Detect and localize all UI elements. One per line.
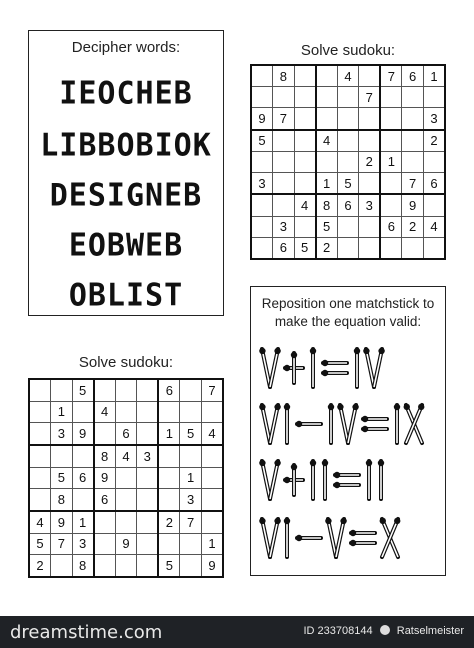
sudoku-cell	[380, 130, 402, 152]
sudoku-row	[29, 423, 223, 445]
matchstick	[284, 518, 290, 557]
matchstick	[296, 535, 321, 541]
sudoku-row	[251, 151, 445, 172]
sudoku-cell	[380, 237, 402, 259]
sudoku-cell	[380, 87, 402, 108]
sudoku-cell: 3	[423, 108, 445, 130]
sudoku-cell	[201, 445, 223, 467]
sudoku-cell	[29, 401, 51, 423]
sudoku-cell: 7	[51, 533, 73, 555]
sudoku-cell: 3	[51, 423, 73, 445]
matchstick	[350, 530, 375, 536]
sudoku-cell	[72, 445, 94, 467]
sudoku-cell: 4	[115, 445, 137, 467]
sudoku-cell	[273, 173, 295, 195]
sudoku-row	[251, 194, 445, 216]
sudoku-cell: 6	[115, 423, 137, 445]
sudoku-cell	[423, 237, 445, 259]
sudoku-cell	[115, 511, 137, 533]
sudoku-cell	[180, 445, 202, 467]
sudoku-cell: 4	[316, 130, 338, 152]
sudoku-bottom-grid	[28, 378, 224, 578]
sudoku-cell	[115, 379, 137, 401]
sudoku-cell: 9	[115, 533, 137, 555]
sudoku-cell: 8	[72, 555, 94, 577]
sudoku-cell	[423, 87, 445, 108]
matchstick-title: Reposition one matchstick to make the equation valid:	[261, 296, 435, 329]
sudoku-cell: 5	[158, 555, 180, 577]
cipher-word-2: LIBBOBIOK	[40, 127, 212, 164]
matchstick	[366, 460, 372, 499]
sudoku-cell	[337, 151, 359, 172]
sudoku-row	[29, 401, 223, 423]
sudoku-cell	[294, 151, 316, 172]
sudoku-cell: 1	[316, 173, 338, 195]
sudoku-cell	[201, 511, 223, 533]
sudoku-cell: 8	[51, 489, 73, 511]
sudoku-cell	[337, 130, 359, 152]
matchstick-equation-1	[257, 345, 443, 391]
sudoku-cell	[316, 108, 338, 130]
sudoku-cell: 6	[72, 467, 94, 489]
sudoku-cell: 6	[94, 489, 116, 511]
matchstick	[350, 540, 375, 546]
sudoku-cell: 1	[180, 467, 202, 489]
sudoku-cell: 4	[94, 401, 116, 423]
sudoku-cell	[251, 151, 273, 172]
sudoku-cell	[158, 401, 180, 423]
sudoku-cell: 9	[402, 194, 424, 216]
sudoku-cell: 9	[94, 467, 116, 489]
sudoku-cell	[316, 87, 338, 108]
sudoku-cell	[294, 87, 316, 108]
sudoku-row	[29, 489, 223, 511]
sudoku-cell	[402, 151, 424, 172]
sudoku-cell	[137, 533, 159, 555]
sudoku-cell: 4	[337, 65, 359, 87]
sudoku-cell	[51, 555, 73, 577]
sudoku-cell	[201, 489, 223, 511]
matchstick-equation-3	[257, 457, 443, 503]
sudoku-cell: 4	[423, 216, 445, 237]
sudoku-cell: 6	[380, 216, 402, 237]
matchstick	[322, 360, 347, 366]
sudoku-cell: 5	[72, 379, 94, 401]
sudoku-cell	[423, 194, 445, 216]
sudoku-cell: 1	[380, 151, 402, 172]
sudoku-cell	[180, 401, 202, 423]
sudoku-row	[251, 173, 445, 195]
sudoku-cell: 3	[251, 173, 273, 195]
sudoku-cell	[29, 467, 51, 489]
sudoku-cell: 2	[316, 237, 338, 259]
sudoku-cell	[137, 401, 159, 423]
matchstick	[259, 348, 270, 387]
sudoku-cell	[273, 151, 295, 172]
matchstick	[259, 460, 270, 499]
sudoku-row	[29, 379, 223, 401]
sudoku-cell: 2	[158, 511, 180, 533]
sudoku-cell: 7	[201, 379, 223, 401]
matchstick	[259, 404, 270, 443]
sudoku-cell	[94, 379, 116, 401]
sudoku-cell: 2	[29, 555, 51, 577]
matchstick	[354, 348, 360, 387]
decipher-panel	[28, 30, 224, 316]
sudoku-cell	[359, 130, 381, 152]
sudoku-cell: 9	[201, 555, 223, 577]
sudoku-cell	[158, 467, 180, 489]
sudoku-cell: 7	[359, 87, 381, 108]
author-name: Ratselmeister	[396, 625, 464, 637]
sudoku-cell	[115, 555, 137, 577]
sudoku-row	[29, 445, 223, 467]
sudoku-cell	[273, 130, 295, 152]
sudoku-cell: 8	[273, 65, 295, 87]
sudoku-cell	[115, 401, 137, 423]
dreamstime-logo: dreamstime.com	[10, 622, 163, 643]
sudoku-row	[29, 467, 223, 489]
sudoku-cell	[251, 194, 273, 216]
sudoku-cell: 7	[273, 108, 295, 130]
sudoku-cell: 4	[294, 194, 316, 216]
matchstick	[322, 370, 347, 376]
sudoku-cell	[251, 87, 273, 108]
cipher-word-3: DESIGNEB	[49, 177, 203, 214]
matchstick-panel	[250, 286, 446, 576]
sudoku-cell: 5	[180, 423, 202, 445]
sudoku-cell	[137, 423, 159, 445]
sudoku-cell: 8	[94, 445, 116, 467]
sudoku-cell	[423, 151, 445, 172]
sudoku-cell: 3	[137, 445, 159, 467]
matchstick	[322, 460, 328, 499]
sudoku-cell	[316, 65, 338, 87]
matchstick	[378, 460, 384, 499]
sudoku-cell	[294, 65, 316, 87]
sudoku-cell	[402, 87, 424, 108]
sudoku-cell	[158, 533, 180, 555]
sudoku-cell	[294, 173, 316, 195]
sudoku-cell: 7	[402, 173, 424, 195]
user-icon	[380, 625, 390, 635]
matchstick-equation-4	[257, 515, 443, 561]
sudoku-row	[251, 130, 445, 152]
sudoku-cell	[180, 533, 202, 555]
matchstick	[334, 472, 359, 478]
matchstick	[284, 404, 290, 443]
sudoku-cell	[201, 401, 223, 423]
sudoku-cell	[137, 511, 159, 533]
sudoku-cell	[72, 401, 94, 423]
sudoku-cell	[273, 194, 295, 216]
sudoku-cell: 5	[316, 216, 338, 237]
sudoku-cell	[94, 423, 116, 445]
sudoku-row	[29, 511, 223, 533]
sudoku-cell: 1	[51, 401, 73, 423]
sudoku-cell: 3	[180, 489, 202, 511]
sudoku-cell	[251, 237, 273, 259]
matchstick	[270, 518, 281, 557]
sudoku-row	[29, 555, 223, 577]
sudoku-cell	[137, 467, 159, 489]
sudoku-cell	[402, 108, 424, 130]
sudoku-cell: 7	[180, 511, 202, 533]
sudoku-cell: 9	[251, 108, 273, 130]
matchstick	[270, 404, 281, 443]
sudoku-cell	[51, 379, 73, 401]
matchstick	[362, 416, 387, 422]
sudoku-cell	[294, 130, 316, 152]
sudoku-row	[251, 108, 445, 130]
sudoku-row	[251, 237, 445, 259]
sudoku-cell: 2	[423, 130, 445, 152]
sudoku-cell	[337, 216, 359, 237]
sudoku-cell: 5	[294, 237, 316, 259]
watermark-footer	[0, 616, 474, 648]
sudoku-cell	[337, 108, 359, 130]
sudoku-cell	[29, 445, 51, 467]
sudoku-cell: 1	[72, 511, 94, 533]
sudoku-cell: 1	[423, 65, 445, 87]
sudoku-cell: 3	[273, 216, 295, 237]
sudoku-cell	[359, 173, 381, 195]
sudoku-cell	[94, 511, 116, 533]
sudoku-cell	[380, 108, 402, 130]
cipher-word-5: OBLIST	[68, 277, 184, 314]
matchstick	[310, 460, 316, 499]
sudoku-cell: 2	[402, 216, 424, 237]
matchstick	[310, 348, 316, 387]
matchstick	[259, 518, 270, 557]
sudoku-cell	[180, 555, 202, 577]
sudoku-cell	[273, 87, 295, 108]
sudoku-cell: 6	[423, 173, 445, 195]
sudoku-cell	[94, 555, 116, 577]
decipher-title: Decipher words:	[71, 39, 181, 56]
sudoku-cell: 8	[316, 194, 338, 216]
sudoku-cell	[94, 533, 116, 555]
sudoku-cell	[337, 237, 359, 259]
sudoku-cell: 6	[337, 194, 359, 216]
sudoku-cell: 3	[72, 533, 94, 555]
sudoku-cell	[180, 379, 202, 401]
matchstick-equation-2	[257, 401, 443, 447]
sudoku-cell: 1	[201, 533, 223, 555]
sudoku-cell	[137, 555, 159, 577]
matchstick	[328, 404, 334, 443]
sudoku-cell	[380, 194, 402, 216]
sudoku-cell	[294, 108, 316, 130]
sudoku-cell	[380, 173, 402, 195]
sudoku-bottom-title: Solve sudoku:	[78, 354, 174, 371]
matchstick	[394, 404, 400, 443]
sudoku-cell: 9	[72, 423, 94, 445]
sudoku-cell	[359, 216, 381, 237]
sudoku-cell: 7	[380, 65, 402, 87]
image-id: ID 233708144	[303, 625, 373, 637]
sudoku-cell	[402, 130, 424, 152]
sudoku-cell: 2	[359, 151, 381, 172]
sudoku-cell	[29, 423, 51, 445]
matchstick	[270, 460, 281, 499]
matchstick	[325, 518, 336, 557]
matchstick	[337, 404, 348, 443]
sudoku-top-title: Solve sudoku:	[300, 42, 396, 59]
matchstick	[336, 518, 347, 557]
sudoku-cell	[402, 237, 424, 259]
matchstick	[270, 348, 281, 387]
sudoku-cell: 3	[359, 194, 381, 216]
sudoku-cell	[294, 216, 316, 237]
sudoku-cell	[51, 445, 73, 467]
sudoku-cell: 5	[251, 130, 273, 152]
sudoku-cell: 5	[29, 533, 51, 555]
sudoku-cell	[337, 87, 359, 108]
sudoku-cell	[359, 108, 381, 130]
image-credit	[300, 625, 465, 637]
cipher-word-4: EOBWEB	[68, 227, 184, 264]
sudoku-cell	[158, 489, 180, 511]
sudoku-row	[29, 533, 223, 555]
sudoku-cell: 5	[337, 173, 359, 195]
cipher-word-1: IEOCHEB	[59, 75, 193, 112]
sudoku-cell: 6	[402, 65, 424, 87]
sudoku-cell: 1	[158, 423, 180, 445]
sudoku-cell	[29, 489, 51, 511]
sudoku-cell	[359, 237, 381, 259]
matchstick	[374, 348, 385, 387]
sudoku-cell	[158, 445, 180, 467]
sudoku-row	[251, 216, 445, 237]
sudoku-top-grid	[250, 64, 446, 260]
sudoku-cell: 9	[51, 511, 73, 533]
matchstick	[334, 482, 359, 488]
sudoku-cell	[251, 216, 273, 237]
sudoku-cell	[29, 379, 51, 401]
sudoku-cell	[201, 467, 223, 489]
sudoku-cell	[72, 489, 94, 511]
matchstick	[296, 421, 321, 427]
sudoku-cell	[137, 379, 159, 401]
sudoku-cell	[115, 489, 137, 511]
sudoku-row	[251, 65, 445, 87]
sudoku-cell: 5	[51, 467, 73, 489]
sudoku-cell	[316, 151, 338, 172]
matchstick	[363, 348, 374, 387]
sudoku-cell	[137, 489, 159, 511]
sudoku-row	[251, 87, 445, 108]
sudoku-cell: 4	[29, 511, 51, 533]
sudoku-cell	[115, 467, 137, 489]
matchstick	[348, 404, 359, 443]
sudoku-cell: 6	[158, 379, 180, 401]
sudoku-cell: 6	[273, 237, 295, 259]
sudoku-cell	[251, 65, 273, 87]
matchstick	[362, 426, 387, 432]
sudoku-cell: 4	[201, 423, 223, 445]
sudoku-cell	[359, 65, 381, 87]
